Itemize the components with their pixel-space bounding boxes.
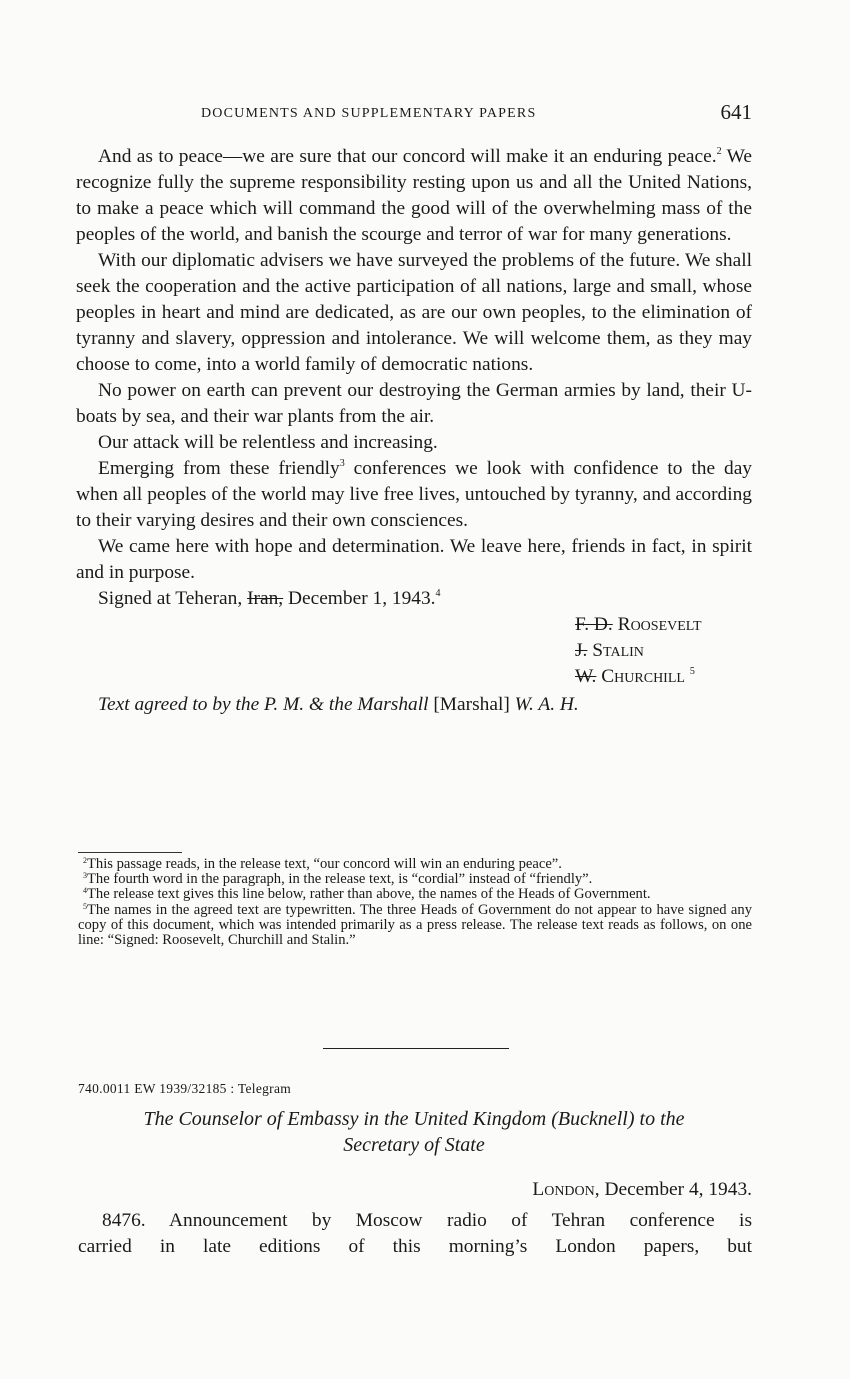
- footnote-text: The fourth word in the paragraph, in the release text, is “cordial” instead of “friendly”.: [87, 871, 593, 888]
- footnotes: [78, 857, 752, 948]
- dateline-date: , December 4, 1943.: [594, 1179, 752, 1200]
- struck-initials: W.: [575, 666, 597, 687]
- footnote-ref-4: 4: [435, 588, 441, 599]
- footnote-number: 4: [83, 886, 87, 896]
- signatory-name: Stalin: [592, 640, 644, 661]
- signatory-name: Churchill: [601, 666, 685, 687]
- paragraph-advisers: With our diplomatic advisers we have surveyed the problems of the future. We shall seek the cooperation and the active participation of all nations, large and small, whose peoples in heart and mind are dedicated, as are our own peoples, to the elimination of tyranny and slavery, oppression and intolerance. We will welcome them, as they may choose to come, into a world family of democratic nations.: [76, 250, 752, 375]
- paragraph-text: conferences we look with confidence to the day when all peoples of the world may live free lives, untouched by tyranny, and according to their varying desires and their own consciences.: [76, 458, 752, 531]
- footnote-ref-2: 2: [716, 146, 722, 157]
- footnote-2: [78, 857, 752, 872]
- paragraph-text: We recognize fully the supreme responsibility resting upon us and all the United Nations, to make a peace which will command the good will of the overwhelming mass of the peoples of the world, and banish the scourge and terror of war for many generations.: [76, 146, 752, 245]
- paragraph-power: No power on earth can prevent our destroying the German armies by land, their U-boats by sea, and their war plants from the air.: [76, 380, 752, 427]
- signature-block: [575, 612, 752, 690]
- telegram-text: [78, 1208, 752, 1260]
- paragraph-hope: We came here with hope and determination. We leave here, friends in fact, in spirit and in purpose.: [76, 536, 752, 583]
- document-heading: [76, 1106, 752, 1158]
- agreed-bracket: [Marshal]: [428, 694, 515, 715]
- struck-word: Iran,: [247, 588, 284, 609]
- signatory-name: Roosevelt: [617, 614, 702, 635]
- paragraph-text: Emerging from these friendly: [98, 458, 340, 479]
- signature-churchill: [575, 664, 752, 690]
- dateline: [532, 1179, 752, 1201]
- agreed-text: Text agreed to by the P. M. & the Marshall: [98, 694, 429, 715]
- telegram-paragraph-cont: [78, 1234, 752, 1260]
- footnote-divider: [78, 852, 182, 853]
- paragraph-emerging: [76, 456, 752, 534]
- document-reference: 740.0011 EW 1939/32185 : Telegram: [78, 1081, 292, 1096]
- signed-prefix: Signed at Teheran,: [98, 588, 248, 609]
- heading-line: Secretary of State: [343, 1134, 485, 1156]
- running-head: [76, 100, 752, 130]
- footnote-number: 2: [83, 856, 87, 865]
- section-divider: [323, 1048, 509, 1049]
- signature-roosevelt: [575, 612, 752, 638]
- footnote-text: This passage reads, in the release text, “our concord will win an enduring peace”.: [87, 856, 562, 872]
- paragraph-text: And as to peace—we are sure that our concord will make it an enduring peace.: [98, 146, 717, 167]
- footnote-number: 3: [83, 871, 87, 881]
- signature-stalin: [575, 638, 752, 664]
- footnote-ref-5: 5: [689, 666, 695, 677]
- telegram-line: 8476. Announcement by Moscow radio of Tehran conference is: [102, 1210, 752, 1231]
- footnote-4: [78, 887, 752, 902]
- running-head-title: DOCUMENTS AND SUPPLEMENTARY PAPERS: [201, 106, 537, 121]
- agreed-initials: W. A. H.: [514, 694, 579, 715]
- signed-line: [76, 586, 752, 612]
- dateline-city: London: [532, 1179, 595, 1200]
- footnote-3: [78, 872, 752, 887]
- footnote-text: The names in the agreed text are typewritten. The three Heads of Government do not appear to have signed any copy of this document, which was intended primarily as a press release. The release text reads as follows, on one line: “Signed: Roosevelt, Churchill and Stalin.”: [78, 901, 752, 949]
- struck-initials: F. D.: [575, 614, 613, 635]
- telegram-line: carried in late editions of this morning’s London papers, but: [78, 1236, 752, 1257]
- footnote-number: 5: [83, 901, 87, 911]
- paragraph-peace: [76, 144, 752, 248]
- footnote-ref-3: 3: [339, 458, 345, 469]
- agreed-note: [76, 692, 752, 718]
- telegram-paragraph: [78, 1208, 752, 1234]
- struck-initials: J.: [575, 640, 588, 661]
- paragraph-attack: Our attack will be relentless and increasing.: [98, 432, 438, 453]
- signed-date: December 1, 1943.: [283, 588, 436, 609]
- declaration-text: [76, 144, 752, 718]
- footnote-text: The release text gives this line below, rather than above, the names of the Heads of Government.: [87, 886, 651, 903]
- page-number: 641: [720, 100, 752, 124]
- heading-line: The Counselor of Embassy in the United Kingdom (Bucknell) to the: [143, 1108, 685, 1130]
- footnote-5: [78, 903, 752, 949]
